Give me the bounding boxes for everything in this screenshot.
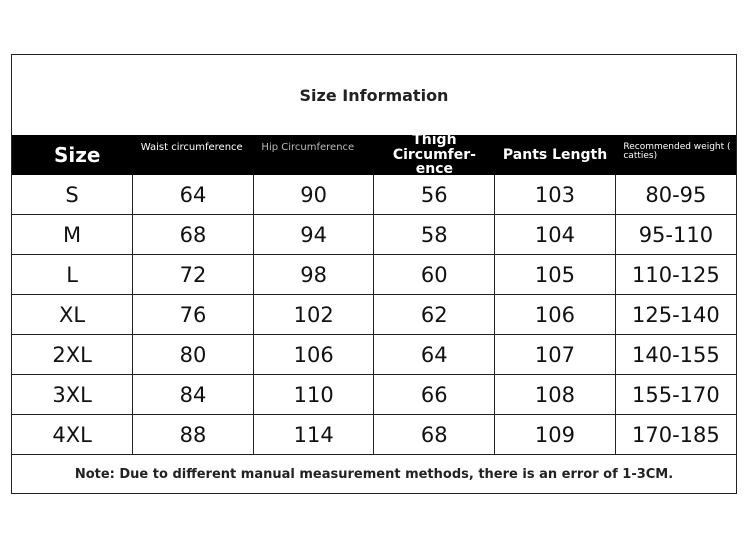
cell-thigh: 58: [374, 215, 495, 255]
cell-weight: 80-95: [615, 175, 736, 215]
cell-hip: 90: [253, 175, 374, 215]
cell-thigh: 66: [374, 375, 495, 415]
cell-size: S: [12, 175, 133, 215]
cell-hip: 106: [253, 335, 374, 375]
table-row: [12, 255, 736, 295]
cell-weight: 95-110: [615, 215, 736, 255]
cell-hip: 94: [253, 215, 374, 255]
cell-pants-length: 108: [495, 375, 616, 415]
cell-thigh: 64: [374, 335, 495, 375]
cell-waist: 68: [133, 215, 254, 255]
cell-hip: 102: [253, 295, 374, 335]
header-recommended-weight: Recommended weight ( catties): [623, 142, 731, 162]
measurement-note: Note: Due to different manual measurement methods, there is an error of 1-3CM.: [12, 454, 736, 493]
cell-pants-length: 107: [495, 335, 616, 375]
table-row: [12, 175, 736, 215]
cell-thigh: 56: [374, 175, 495, 215]
cell-weight: 170-185: [615, 415, 736, 455]
cell-size: M: [12, 215, 133, 255]
header-size: Size: [54, 142, 101, 167]
size-table: [12, 175, 736, 455]
header-waist: Waist circumference: [140, 142, 243, 153]
table-row: [12, 415, 736, 455]
cell-pants-length: 103: [495, 175, 616, 215]
table-row: [12, 215, 736, 255]
cell-size: 4XL: [12, 415, 133, 455]
cell-size: XL: [12, 295, 133, 335]
table-header: [12, 131, 736, 178]
cell-weight: 155-170: [615, 375, 736, 415]
cell-weight: 140-155: [615, 335, 736, 375]
header-thigh: Thigh Circumfer- ence: [392, 131, 476, 178]
cell-weight: 125-140: [615, 295, 736, 335]
cell-waist: 80: [133, 335, 254, 375]
size-chart-frame: [11, 54, 737, 494]
cell-hip: 98: [253, 255, 374, 295]
cell-waist: 76: [133, 295, 254, 335]
cell-waist: 72: [133, 255, 254, 295]
cell-waist: 88: [133, 415, 254, 455]
table-row: [12, 335, 736, 375]
table-row: [12, 375, 736, 415]
cell-pants-length: 105: [495, 255, 616, 295]
cell-pants-length: 109: [495, 415, 616, 455]
cell-pants-length: 106: [495, 295, 616, 335]
cell-thigh: 62: [374, 295, 495, 335]
cell-hip: 110: [253, 375, 374, 415]
cell-size: L: [12, 255, 133, 295]
cell-waist: 64: [133, 175, 254, 215]
cell-pants-length: 104: [495, 215, 616, 255]
cell-size: 3XL: [12, 375, 133, 415]
header-hip: Hip Circumference: [261, 142, 355, 153]
cell-thigh: 60: [374, 255, 495, 295]
cell-waist: 84: [133, 375, 254, 415]
cell-thigh: 68: [374, 415, 495, 455]
header-pants-length: Pants Length: [502, 146, 608, 163]
table-row: [12, 295, 736, 335]
chart-title: Size Information: [299, 85, 449, 105]
cell-size: 2XL: [12, 335, 133, 375]
cell-hip: 114: [253, 415, 374, 455]
cell-weight: 110-125: [615, 255, 736, 295]
